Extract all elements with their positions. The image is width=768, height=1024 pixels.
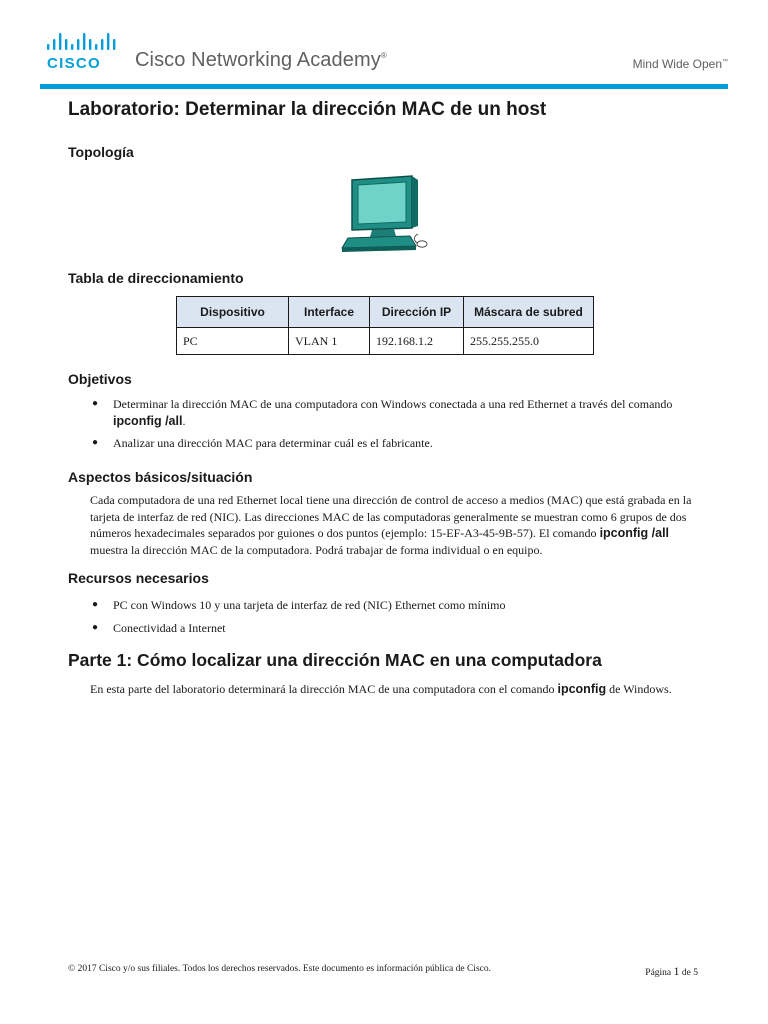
objectives-list xyxy=(92,396,702,458)
command-text: ipconfig /all xyxy=(113,413,183,428)
bullet-icon: ● xyxy=(92,621,99,633)
background-paragraph: Cada computadora de una red Ethernet local tiene una dirección de control de acceso a medios (MAC) que está grabada en la tarjeta de interfaz de red (NIC). Las direcciones MAC de las computadoras generalmente se muestran como 6 grupos de dos números hexadecimales separados por guiones o dos puntos (ejemplo: 15-EF-A3-45-9B-57). El comando ipconfig /all muestra la dirección MAC de la computadora. Podrá trabajar de forma individual o en equipo. xyxy=(90,493,692,557)
addressing-table xyxy=(176,296,594,355)
addressing-table-heading: Tabla de direccionamiento xyxy=(68,270,244,286)
column-header: Interface xyxy=(289,297,370,328)
list-item: ● PC con Windows 10 y una tarjeta de interfaz de red (NIC) Ethernet como mínimo xyxy=(92,598,506,612)
column-header: Dispositivo xyxy=(177,297,289,328)
page-header xyxy=(0,0,768,90)
column-header: Máscara de subred xyxy=(464,297,594,328)
bullet-icon: ● xyxy=(92,437,99,448)
table-header-row xyxy=(177,297,594,328)
table-cell: 192.168.1.2 xyxy=(370,328,464,355)
objectives-heading: Objetivos xyxy=(68,371,132,387)
column-header: Dirección IP xyxy=(370,297,464,328)
table-cell: VLAN 1 xyxy=(289,328,370,355)
cisco-logo-text: CISCO xyxy=(47,55,102,70)
table-cell: PC xyxy=(177,328,289,355)
bullet-icon: ● xyxy=(92,599,99,610)
cisco-logo xyxy=(46,30,118,70)
table-row xyxy=(177,328,594,355)
topology-heading: Topología xyxy=(68,144,134,160)
list-item: ● Analizar una dirección MAC para determinar cuál es el fabricante. xyxy=(92,436,433,450)
tagline: Mind Wide Open™ xyxy=(632,57,728,71)
resources-heading: Recursos necesarios xyxy=(68,570,209,586)
background-heading: Aspectos básicos/situación xyxy=(68,469,253,485)
page-title: Laboratorio: Determinar la dirección MAC de un host xyxy=(68,99,547,120)
page-number: Página 1 de 5 xyxy=(645,964,698,978)
copyright-notice: © 2017 Cisco y/o sus filiales. Todos los derechos reservados. Este documento es información pública de Cisco. xyxy=(68,964,491,974)
academy-name: Cisco Networking Academy® xyxy=(135,49,387,71)
cisco-bridge-icon xyxy=(47,33,115,50)
resources-list xyxy=(92,597,702,642)
command-text: ipconfig /all xyxy=(599,526,670,540)
part1-heading: Parte 1: Cómo localizar una dirección MAC en una computadora xyxy=(68,650,602,670)
part1-paragraph: En esta parte del laboratorio determinará la dirección MAC de una computadora con el comando ipconfig de Windows. xyxy=(90,682,672,696)
list-item: ● Conectividad a Internet xyxy=(92,620,226,635)
header-rule xyxy=(40,84,728,89)
bullet-icon: ● xyxy=(92,398,99,409)
command-text: ipconfig xyxy=(557,682,607,696)
list-item: ● Determinar la dirección MAC de una computadora con Windows conectada a una red Ethernet a través del comando ipconfig /all. xyxy=(92,397,673,428)
table-cell: 255.255.255.0 xyxy=(464,328,594,355)
pc-icon xyxy=(338,174,430,256)
